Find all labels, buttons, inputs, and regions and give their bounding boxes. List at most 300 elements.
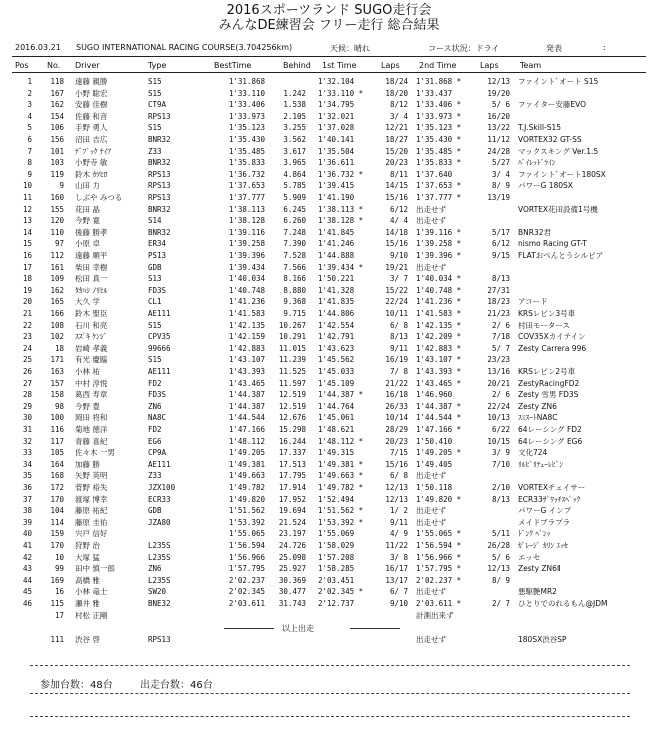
cell-driver: 青藤 喜紀 [75,436,108,446]
cell-first: 1'48.621 [318,425,355,434]
cell-laps1: 22/24 [385,297,408,307]
cell-behind: 3.562 [283,135,306,144]
cell-no: 101 [50,146,64,156]
cell-driver: 有光 慶臨 [75,355,108,365]
cell-team: COV35Xカイテイン [518,332,586,342]
cell-no: 112 [50,251,64,260]
cell-behind: 11.597 [278,378,306,388]
cell-behind: 19.694 [278,506,306,516]
cell-type: BNR32 [148,135,171,144]
cell-team: アコード [518,297,548,307]
cell-pos: 17 [22,262,32,272]
cell-pos: 44 [22,575,32,585]
cell-best: 1'48.112 [228,436,265,446]
cell-behind: 5.785 [283,181,306,191]
cell-type: ZN6 [148,401,162,411]
cell-driver: 鈴木 ｶﾂﾋﾛ [75,169,108,179]
cell-laps1: 7/15 [389,448,408,458]
cell-second: 出走せず [416,216,446,226]
cell-type: FD2 [148,378,162,388]
cell-best: 1'43.107 [228,355,265,365]
cell-team: Zesty ZN6Ⅱ [518,564,561,574]
announce-label: 発表 [546,44,562,53]
cell-type: FD2 [148,425,162,434]
cell-laps1: 1/ 2 [389,506,408,516]
cell-behind: 9.715 [283,309,306,318]
cell-laps1: 12/13 [385,483,408,492]
cell-first: 1'36.732 * [318,169,364,179]
cell-team: ECR33ｻﾞﾜｯﾁｽﾍﾟｯｸ [518,494,581,504]
cell-behind: 17.337 [278,448,306,458]
cell-laps2: 12/13 [487,77,510,86]
cell-first: 1'32.021 [318,111,355,121]
cell-no: 155 [50,204,64,214]
cell-second: 1'42.135 * [416,320,462,330]
cell-pos: 37 [22,494,32,504]
cell-second: 1'43.107 * [416,355,462,365]
col-header-driver: Driver [75,61,100,70]
cell-best: 1'39.434 [228,262,265,272]
cell-laps1: 6/ 8 [389,471,408,481]
cell-type: NA8C [148,413,167,423]
cell-team: ZestyRacingFD2 [518,378,580,388]
cell-type: S15 [148,77,162,86]
cell-first: 1'32.104 [318,77,355,86]
cell-driver: 松田 真一 [75,274,108,284]
cell-laps2: 19/20 [487,88,510,98]
cell-driver: 鈴木 聖臣 [75,309,108,318]
cell-best: 1'49.205 [228,448,265,458]
cell-laps1: 6/ 7 [389,587,408,597]
cell-team: パワーG インプ [518,506,572,516]
cell-laps1: 28/29 [385,425,408,434]
cell-behind: 1.242 [283,88,306,98]
cell-best: 1'42.159 [228,332,265,342]
cell-driver: 沼田 吉広 [75,135,108,144]
cell-first: 1'49.381 * [318,459,364,469]
cell-type: S15 [148,355,162,365]
cell-second: 出走せず [416,635,446,644]
cell-laps2: 3/ 9 [491,448,510,458]
cell-best: 1'38.128 [228,216,265,226]
cell-pos: 33 [22,448,32,458]
cell-behind: 17.795 [278,471,306,481]
cell-type: CP9A [148,448,167,458]
cell-first: 1'43.623 [318,343,355,353]
cell-team: ﾄﾞﾝｸ ﾍﾞﾝｯ [518,529,551,539]
cell-best: 1'49.820 [228,494,265,504]
cell-first: 1'41.246 [318,239,355,249]
header-top-rule [12,56,646,57]
cell-no: 165 [50,297,64,307]
cell-no: 16 [54,587,64,597]
cell-laps2: 2/ 6 [491,390,510,400]
cell-best: 1'37.653 [228,181,265,191]
cell-no: 162 [50,100,64,110]
cell-driver: 遠藤 順平 [75,251,108,260]
cell-laps2: 8/13 [491,274,510,284]
cell-second: 1'43.465 * [416,378,462,388]
cell-behind: 7.390 [283,239,306,249]
cell-first: 2'12.737 [318,599,355,608]
cell-no: 108 [50,320,64,330]
cell-behind: 8.166 [283,274,306,284]
cell-no: 161 [50,262,64,272]
cell-driver: 今野 豊 [75,401,100,411]
cell-laps2: 24/28 [487,146,510,156]
cell-second: 1'40.034 * [416,274,462,284]
cell-driver: ｽｽﾞｷ ｹﾝｼﾞ [75,332,108,342]
cell-first: 1'44.806 [318,309,355,318]
cell-team: エッセ [518,552,541,562]
cell-team: Zesty Carrera 996 [518,343,587,353]
cell-first: 2'02.345 * [318,587,364,597]
cell-second: 1'37.640 [416,169,453,179]
cell-laps1: 11/22 [385,541,408,550]
cell-laps2: 8/13 [491,494,510,504]
cell-type: AE111 [148,459,171,469]
cell-best: 1'56.966 [228,552,265,562]
cell-driver: 山田 力 [75,181,100,191]
cell-no: 169 [50,575,64,585]
cell-driver: 大塚 猛 [75,552,100,562]
cell-second: 出走せず [416,517,446,527]
cell-team: Zesty ZN6 [518,401,557,411]
cell-driver: 後藤 勝孝 [75,227,108,237]
cell-no: 114 [50,517,64,527]
cell-pos: 18 [22,274,32,284]
cell-behind: 11.525 [278,367,306,376]
cell-pos: 26 [22,367,32,376]
cell-driver: ﾀｶﾊｼ ﾉﾘﾋﾙ [75,285,108,295]
cell-team: ﾘﾙﾋﾞﾘﾃｭｰﾚﾋﾞﾝ [518,459,563,469]
cell-laps2: 10/13 [487,413,510,423]
cell-laps1: 20/23 [385,158,408,168]
cell-second: 出走せず [416,204,446,214]
cell-first: 1'48.112 * [318,436,364,446]
cell-laps2: 2/ 6 [491,320,510,330]
cell-no: 163 [50,367,64,376]
col-header-besttime: BestTime [214,61,252,70]
cell-laps1: 16/18 [385,390,408,400]
cell-driver: 小野 聡宏 [75,88,108,98]
cell-type: RPS13 [148,635,171,644]
cell-second: 1'35.123 * [416,123,462,133]
cell-pos: 4 [27,111,32,121]
cell-laps2: 5/27 [491,158,510,168]
cell-laps2: 12/13 [487,564,510,574]
cell-laps1: 3/ 7 [389,274,408,284]
cell-second: 1'39.258 * [416,239,462,249]
cell-second: 計測出来ず [416,610,454,620]
cell-best: 1'36.732 [228,169,265,179]
cell-behind: 7.528 [283,251,306,260]
cell-second: 出走せず [416,262,446,272]
cell-behind: 25.927 [278,564,306,574]
footer-rule-top [30,665,630,666]
cell-driver: 小林 竜士 [75,587,108,597]
cell-no: 109 [50,274,64,284]
cell-first: 1'49.663 * [318,471,364,481]
cell-no: 166 [50,309,64,318]
cell-laps1: 10/14 [385,413,408,423]
cell-driver: 今野 寛 [75,216,100,226]
cell-second: 1'41.583 * [416,309,462,318]
col-header-laps-1: Laps [381,61,400,70]
cell-first: 1'41.328 [318,285,355,295]
cell-laps1: 18/24 [385,77,408,86]
cell-second: 1'57.795 * [416,564,462,574]
page-title: 2016スポーツランド SUGO走行会 [226,3,432,18]
cell-best: 1'33.110 [228,88,265,98]
cell-behind: 3.965 [283,158,306,168]
cell-laps1: 15/22 [385,285,408,295]
cell-type: ZN6 [148,564,162,574]
cell-first: 1'37.028 [318,123,355,133]
cell-team: ファイントﾞオート S15 [518,77,599,86]
cell-second: 1'49.205 * [416,448,462,458]
cell-second: 1'42.209 * [416,332,462,342]
col-header-type: Type [148,61,167,70]
cell-laps1: 9/11 [389,517,408,527]
cell-driver: 中村 淳悦 [75,378,108,388]
cell-behind: 24.726 [278,541,306,550]
cell-first: 1'38.113 * [318,204,364,214]
cell-team: 64レーシング FD2 [518,425,582,434]
cell-driver: 菊地 徳洋 [75,425,108,434]
cell-pos: 8 [27,158,32,168]
cell-pos: 11 [22,193,32,202]
cell-laps2: 7/18 [491,332,510,342]
cell-team: VORTEX32 GT-SS [518,135,582,144]
cell-best: 1'44.387 [228,390,265,400]
cell-driver: 大久 学 [75,297,100,307]
cell-type: SW20 [148,587,167,597]
cell-second: 1'42.883 * [416,343,462,353]
cell-type: RPS13 [148,193,171,202]
cell-best: 2'02.345 [228,587,265,597]
cell-type: EG6 [148,436,162,446]
cell-driver: 小野寺 敏 [75,158,108,168]
cell-laps2: 18/23 [487,297,510,307]
cell-laps1: 8/13 [389,332,408,342]
col-header-pos: Pos [15,61,29,70]
cell-first: 1'39.415 [318,181,355,191]
cell-first: 1'39.434 * [318,262,364,272]
cell-laps1: 15/16 [385,193,408,202]
cell-best: 1'49.663 [228,471,265,481]
cell-best: 1'35.485 [228,146,265,156]
cell-behind: 11.015 [278,343,306,353]
cell-laps2: 5/ 7 [491,343,510,353]
cell-laps2: 27/31 [487,285,510,295]
cell-driver: 藤原 圭佑 [75,517,108,527]
cell-first: 1'45.109 [318,378,355,388]
cell-pos: 2 [27,88,32,98]
cell-driver: 安藤 佳樹 [75,100,108,110]
cell-no: 167 [50,88,64,98]
cell-behind: 4.864 [283,169,306,179]
cell-team: 64レーシング EG6 [518,436,583,446]
cell-laps2: 5/ 6 [491,100,510,110]
cell-driver: 高橋 雅 [75,575,100,585]
cell-behind: 10.291 [278,332,306,342]
cell-behind: 17.513 [278,459,306,469]
cell-type: S15 [148,320,162,330]
cell-laps2: 23/23 [487,355,510,365]
cell-best: 1'41.583 [228,309,265,318]
cell-laps1: 9/10 [389,599,408,608]
cell-behind: 17.914 [278,483,306,492]
cell-best: 1'43.465 [228,378,265,388]
cell-pos: 32 [22,436,32,446]
cell-behind: 5.909 [283,193,306,202]
cell-laps2: 6/12 [491,239,510,249]
cell-type: L235S [148,575,171,585]
cell-first: 1'49.782 * [318,483,364,492]
announce-time: : [603,43,606,52]
cell-driver: 岩崎 孝義 [75,343,108,353]
cell-behind: 30.369 [278,575,306,585]
cell-type: GDB [148,262,162,272]
cell-no: 110 [50,227,64,237]
cell-second: 1'40.748 * [416,285,462,295]
cell-team: nismo Racing GT-T [518,239,587,249]
cell-pos: 30 [22,413,32,423]
cell-best: 1'47.166 [228,425,265,434]
cell-no: 104 [50,506,64,516]
cell-laps1: 16/19 [385,355,408,365]
weather: 天候：晴れ [330,44,370,53]
cell-first: 1'45.562 [318,355,355,365]
cell-first: 1'44.764 [318,401,355,411]
cell-team: T.J.Skill-S15 [518,123,562,133]
cell-driver: 宍戸 信好 [75,529,108,539]
cell-team: ファイター安藤EVO [518,100,586,110]
cell-first: 1'44.888 [318,251,355,260]
cell-behind: 15.298 [278,425,306,434]
cell-no: 117 [50,436,64,446]
cell-best: 1'57.795 [228,564,265,574]
cell-type: FD3S [148,285,167,295]
cell-behind: 3.617 [283,146,306,156]
cell-second: 1'46.960 [416,390,453,400]
cell-best: 1'56.594 [228,541,265,550]
cell-no: 99 [54,564,64,574]
col-header-1st-time: 1st Time [322,61,357,70]
cell-best: 1'51.562 [228,506,265,516]
cell-best: 1'37.777 [228,193,265,202]
cell-best: 1'33.973 [228,111,265,121]
cell-best: 1'41.236 [228,297,265,307]
cell-second: 1'39.396 * [416,251,462,260]
cell-laps2: 2/10 [491,483,510,492]
cell-no: 9 [59,181,64,191]
cell-laps1: 15/20 [385,146,408,156]
cell-best: 1'43.393 [228,367,265,376]
cell-type: BNR32 [148,158,171,168]
cell-type: ER34 [148,239,167,249]
cell-second: 1'56.966 * [416,552,462,562]
cell-no: 157 [50,378,64,388]
cell-laps2: 5/ 6 [491,552,510,562]
cell-laps1: 19/21 [385,262,408,272]
cell-pos: 7 [27,146,32,156]
cell-type: S14 [148,216,162,226]
cell-no: 17 [54,610,64,620]
cell-first: 1'36.611 [318,158,355,168]
cell-team: ひとりでのれるもん@JDM [518,599,608,608]
cell-first: 1'55.069 [318,529,355,539]
cell-laps1: 20/23 [385,436,408,446]
col-header-laps-2: Laps [480,61,499,70]
cell-second: 1'50.410 [416,436,453,446]
col-header-team: Team [520,61,542,70]
cell-driver: 手野 勇人 [75,123,108,133]
footer-rule-bottom [30,716,630,717]
cell-second: 1'55.065 * [416,529,462,539]
cell-pos: 43 [22,564,32,574]
cell-laps2: 22/24 [487,401,510,411]
cell-laps1: 14/18 [385,227,408,237]
cell-pos: 24 [22,343,32,353]
cell-laps2: 2/ 7 [491,599,510,608]
cell-behind: 1.538 [283,100,306,110]
cell-no: 162 [50,285,64,295]
cell-pos: 15 [22,239,32,249]
cell-second: 2'03.611 * [416,599,462,608]
cell-behind: 6.245 [283,204,306,214]
cell-driver: 遠藤 親勝 [75,77,108,86]
cell-no: 119 [50,169,64,179]
cell-type: BNR32 [148,204,171,214]
cell-pos: 23 [22,332,32,342]
cell-no: 103 [50,158,64,168]
cell-pos: 5 [27,123,32,133]
cell-no: 154 [50,111,64,121]
cell-laps1: 21/22 [385,378,408,388]
cell-pos: 35 [22,471,32,481]
cell-best: 1'35.430 [228,135,265,144]
cell-team: VORTEXチェイサー [518,483,586,492]
cell-laps2: 8/ 9 [491,181,510,191]
cell-laps1: 16/17 [385,564,408,574]
cell-pos: 46 [22,599,32,608]
header-bottom-rule [12,72,646,73]
cell-second: 出走せず [416,587,446,597]
cell-laps1: 3/ 8 [389,552,408,562]
footer-rule-mid [30,693,630,694]
cell-best: 1'49.381 [228,459,265,469]
cell-type: L235S [148,541,171,550]
cell-laps2: 9/15 [491,251,510,260]
cell-laps1: 8/12 [389,100,408,110]
cell-first: 1'53.392 * [318,517,364,527]
cell-second: 1'35.430 * [416,135,462,144]
cell-best: 1'40.034 [228,274,265,284]
cell-team: 悪駆艶MR2 [518,587,557,597]
track-condition: コース状況：ドライ [428,44,500,53]
cell-team: Zesty 雪男 FD3S [518,390,579,400]
cell-behind: 11.239 [278,355,306,365]
cell-second: 1'56.594 * [416,541,462,550]
cell-pos: 28 [22,390,32,400]
cell-best: 1'35.833 [228,158,265,168]
cell-laps1: 13/17 [385,575,408,585]
cell-best: 1'35.123 [228,123,265,133]
cell-no: 111 [50,635,64,644]
cell-best: 1'42.135 [228,320,265,330]
